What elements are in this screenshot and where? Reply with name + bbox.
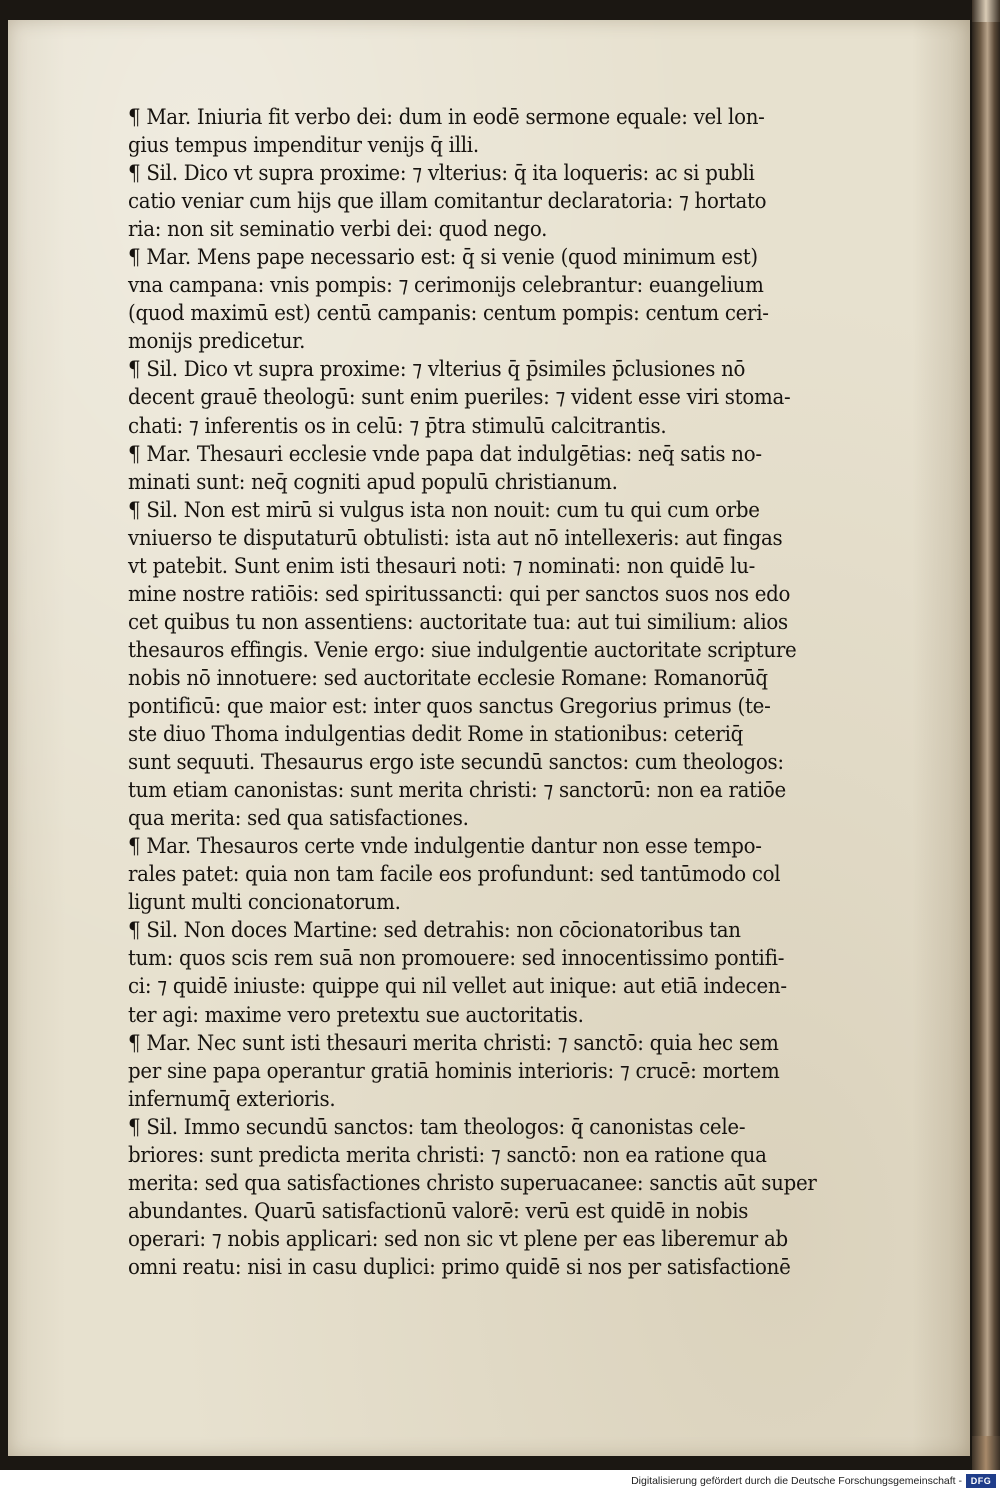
text-line: briores: sunt predicta merita christi: ⁊ sanctō: non ea ratione qua: [128, 1142, 767, 1168]
text-line: mine nostre ratiōis: sed spiritussancti: qui per sanctos suos nos edo: [128, 581, 791, 607]
page-text-block: [128, 104, 836, 1282]
text-line: thesauros effingis. Venie ergo: siue indulgentie auctoritate scripture: [128, 637, 797, 663]
text-line: ¶ Sil. Dico vt supra proxime: ⁊ vlterius q̄ p̄similes p̄clusiones nō: [128, 357, 746, 383]
text-line: vna campana: vnis pompis: ⁊ cerimonijs celebrantur: euangelium: [128, 273, 764, 299]
text-line: ter agi: maxime vero pretextu sue auctoritatis.: [128, 1002, 584, 1028]
text-line: sunt sequuti. Thesaurus ergo iste secundū sanctos: cum theologos:: [128, 750, 784, 776]
book-binding-edge: [972, 0, 1000, 1470]
text-line: decent grauē theologū: sunt enim pueriles: ⁊ vident esse viri stoma-: [128, 385, 791, 411]
text-line: ¶ Mar. Thesauri ecclesie vnde papa dat indulgētias: neq̄ satis no-: [128, 441, 762, 467]
book-page: [8, 20, 970, 1456]
digitization-footer: [0, 1470, 1000, 1493]
text-line: ligunt multi concionatorum.: [128, 890, 401, 916]
text-line: monijs predicetur.: [128, 329, 306, 355]
text-line: abundantes. Quarū satisfactionū valorē: verū est quidē in nobis: [128, 1198, 749, 1224]
text-line: vt patebit. Sunt enim isti thesauri noti: ⁊ nominati: non quidē lu-: [128, 553, 756, 579]
text-line: ¶ Sil. Dico vt supra proxime: ⁊ vlterius: q̄ ita loqueris: ac si publi: [128, 161, 755, 187]
text-line: per sine papa operantur gratiā hominis interioris: ⁊ crucē: mortem: [128, 1058, 780, 1084]
text-line: (quod maximū est) centū campanis: centum pompis: centum ceri-: [128, 301, 769, 327]
text-line: rales patet: quia non tam facile eos profundunt: sed tantūmodo col: [128, 862, 781, 888]
text-line: chati: ⁊ inferentis os in celū: ⁊ p̄tra stimulū calcitrantis.: [128, 413, 667, 439]
text-line: ¶ Mar. Iniuria fit verbo dei: dum in eodē sermone equale: vel lon-: [128, 105, 765, 130]
funding-credit: Digitalisierung gefördert durch die Deutsche Forschungsgemeinschaft -: [631, 1475, 962, 1487]
text-line: qua merita: sed qua satisfactiones.: [128, 806, 469, 832]
text-line: gius tempus impenditur venijs q̄ illi.: [128, 133, 479, 159]
text-line: tum etiam canonistas: sunt merita christi: ⁊ sanctorū: non ea ratiōe: [128, 778, 786, 804]
text-line: ¶ Mar. Nec sunt isti thesauri merita christi: ⁊ sanctō: quia hec sem: [128, 1030, 779, 1056]
text-line: cet quibus tu non assentiens: auctoritate tua: aut tui similium: alios: [128, 609, 788, 635]
text-line: operari: ⁊ nobis applicari: sed non sic vt plene per eas liberemur ab: [128, 1226, 788, 1252]
text-line: ¶ Mar. Mens pape necessario est: q̄ si venie (quod minimum est): [128, 245, 758, 271]
text-line: ¶ Mar. Thesauros certe vnde indulgentie dantur non esse tempo-: [128, 834, 762, 860]
text-line: ¶ Sil. Non est mirū si vulgus ista non nouit: cum tu qui cum orbe: [128, 497, 760, 523]
text-line: tum: quos scis rem suā non promouere: sed innocentissimo pontifi-: [128, 946, 785, 972]
text-line: catio veniar cum hijs que illam comitantur declaratoria: ⁊ hortato: [128, 189, 767, 215]
text-line: nobis nō innotuere: sed auctoritate ecclesie Romane: Romanorūq̄: [128, 665, 768, 691]
text-line: omni reatu: nisi in casu duplici: primo quidē si nos per satisfactionē: [128, 1254, 791, 1280]
text-line: ¶ Sil. Immo secundū sanctos: tam theologos: q̄ canonistas cele-: [128, 1114, 746, 1140]
text-line: ci: ⁊ quidē iniuste: quippe qui nil vellet aut inique: aut etiā indecen-: [128, 974, 787, 1000]
text-line: pontificū: que maior est: inter quos sanctus Gregorius primus (te-: [128, 693, 771, 719]
text-line: merita: sed qua satisfactiones christo superuacanee: sanctis aūt super: [128, 1170, 817, 1196]
text-line: ste diuo Thoma indulgentias dedit Rome in stationibus: ceteriq̄: [128, 722, 744, 748]
text-line: vniuerso te disputaturū obtulisti: ista aut nō intellexeris: aut fingas: [128, 525, 783, 551]
text-line: infernumq̄ exterioris.: [128, 1086, 336, 1112]
dfg-logo: DFG: [966, 1474, 996, 1488]
text-line: ¶ Sil. Non doces Martine: sed detrahis: non cōcionatoribus tan: [128, 918, 741, 944]
text-line: ria: non sit seminatio verbi dei: quod nego.: [128, 217, 548, 243]
text-line: minati sunt: neq̄ cogniti apud populū christianum.: [128, 469, 618, 495]
